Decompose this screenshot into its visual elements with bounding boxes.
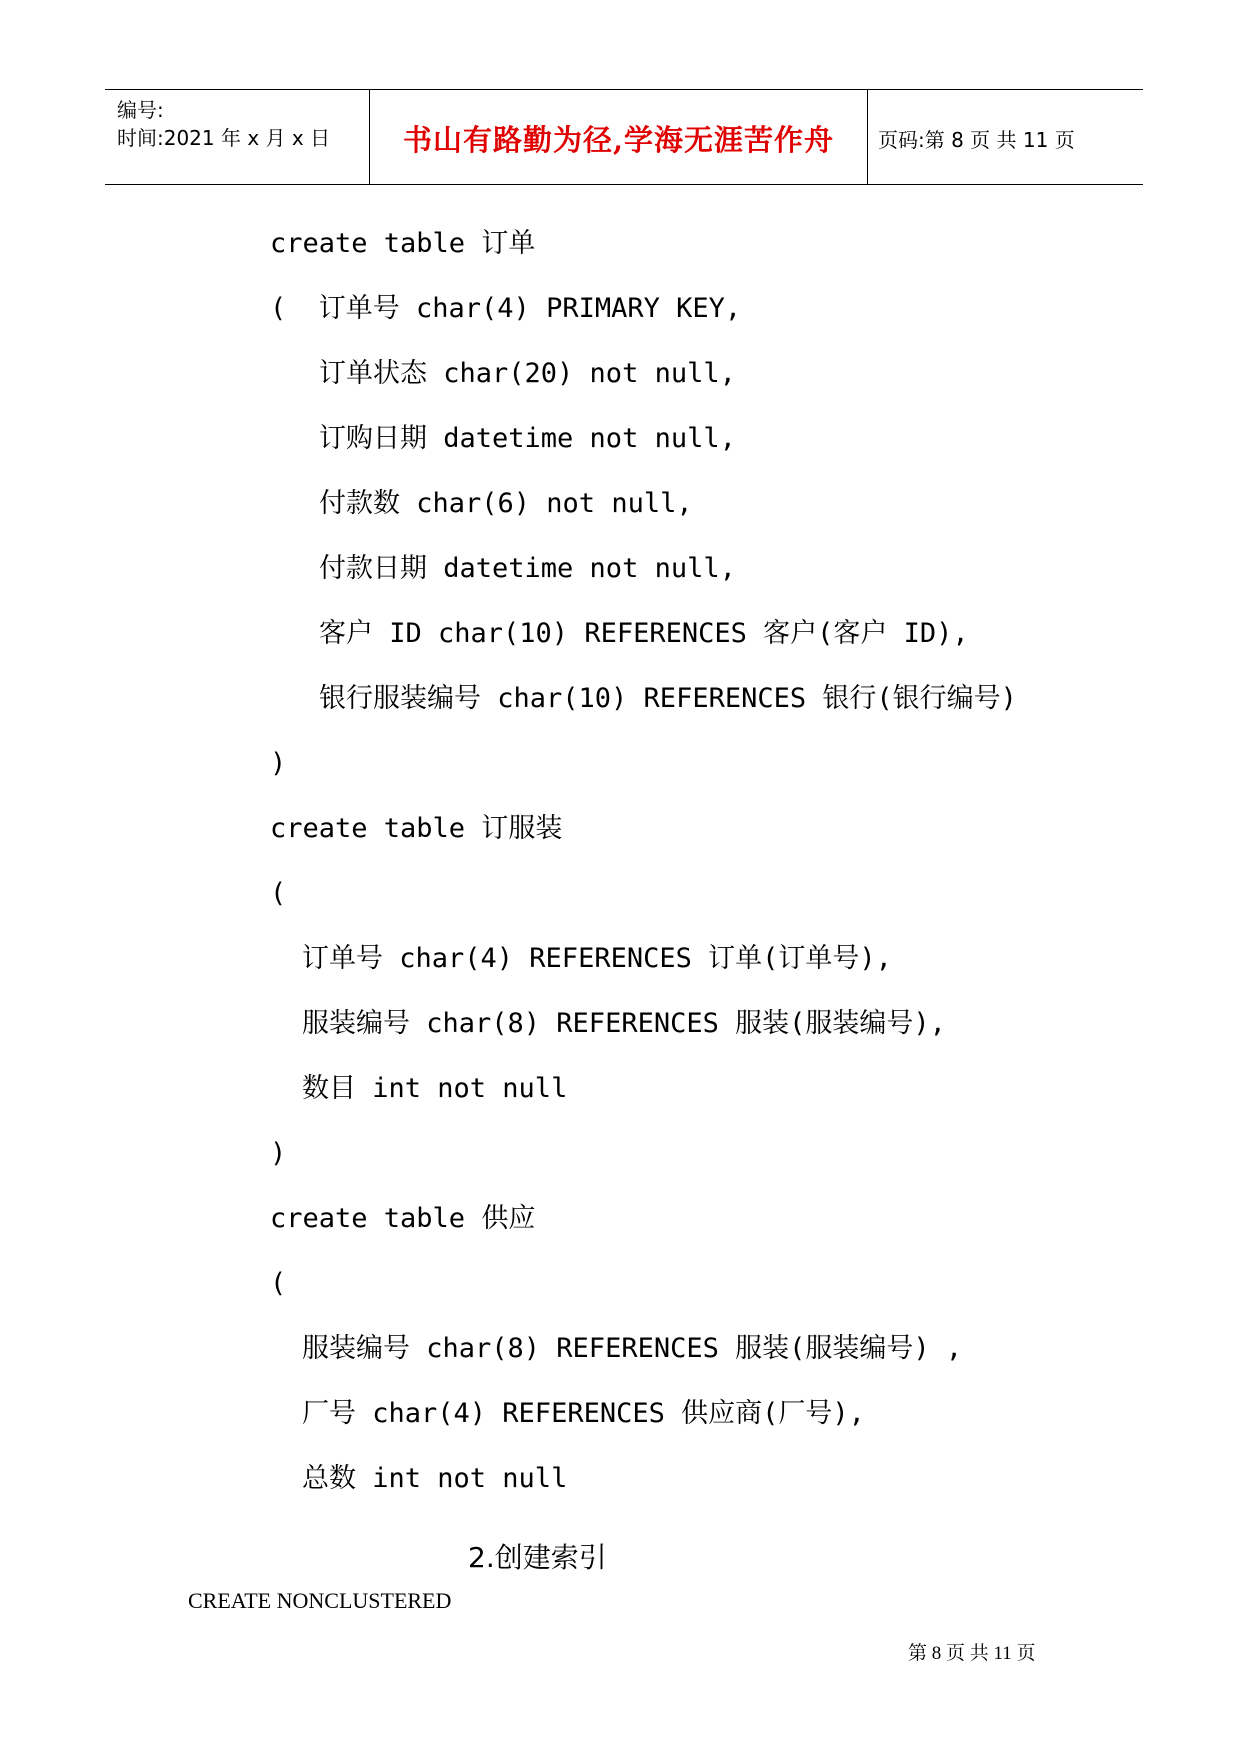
document-number-label: 编号: [117,98,164,122]
code-line: 付款数 char(6) not null, [319,488,693,519]
code-line: 订单号 char(4) REFERENCES 订单(订单号), [302,943,892,974]
code-line: create table 供应 [270,1203,536,1234]
create-statement-line: CREATE NONCLUSTERED [188,1588,452,1613]
code-line: 总数 int not null [302,1463,568,1494]
code-line: ( 订单号 char(4) PRIMARY KEY, [270,293,742,324]
page-footer: 第 8 页 共 11 页 [908,1643,1036,1664]
code-line: create table 订服装 [270,813,563,844]
section-heading: 2.创建索引 [468,1541,607,1574]
code-line: 订单状态 char(20) not null, [319,358,736,389]
code-line: 银行服装编号 char(10) REFERENCES 银行(银行编号) [319,683,1017,714]
header-page-cell [868,90,1143,184]
motto-text: 书山有路勤为径,学海无涯苦作舟 [402,123,835,157]
header-left-cell [105,90,369,184]
code-line: 服装编号 char(8) REFERENCES 服装(服装编号) , [302,1333,963,1364]
code-line: 服装编号 char(8) REFERENCES 服装(服装编号), [302,1008,946,1039]
code-line: ) [270,748,287,779]
code-line: 订购日期 datetime not null, [319,423,736,454]
code-line: 厂号 char(4) REFERENCES 供应商(厂号), [302,1398,865,1429]
code-line: 付款日期 datetime not null, [319,553,736,584]
code-line: 数目 int not null [302,1073,568,1104]
header-table [105,89,1143,185]
header-motto-cell [369,90,868,184]
code-line: ( [270,878,287,909]
code-line: ) [270,1138,287,1169]
code-line: create table 订单 [270,228,536,259]
document-time: 时间:2021 年 x 月 x 日 [117,126,331,150]
code-line: 客户 ID char(10) REFERENCES 客户(客户 ID), [319,618,969,649]
code-line: ( [270,1268,287,1299]
header-page-number: 页码:第 8 页 共 11 页 [878,128,1075,152]
